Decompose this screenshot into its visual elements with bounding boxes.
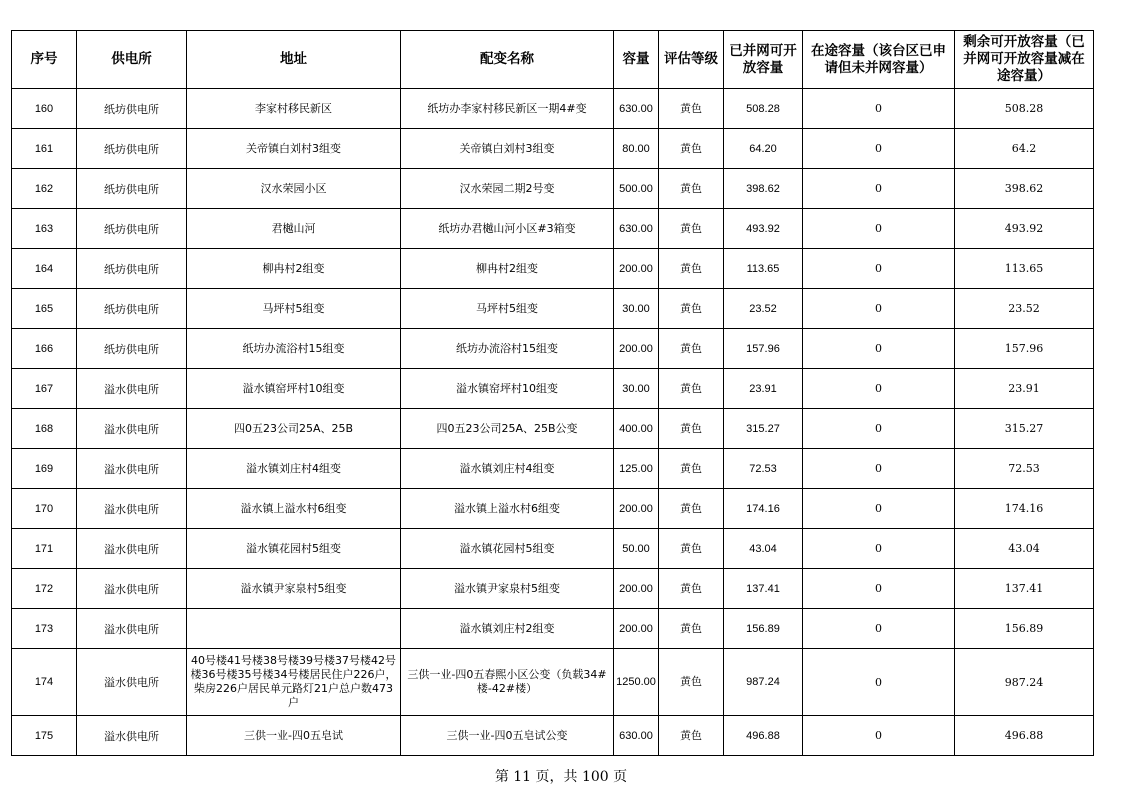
cell-rating: 黄色 [659, 569, 724, 609]
cell-grid-capacity: 64.20 [724, 129, 803, 169]
cell-remaining: 23.91 [955, 369, 1094, 409]
header-no: 序号 [12, 31, 77, 89]
cell-in-transit: 0 [803, 569, 955, 609]
cell-no: 167 [12, 369, 77, 409]
cell-rating: 黄色 [659, 329, 724, 369]
table-row [12, 489, 1094, 529]
cell-rating: 黄色 [659, 289, 724, 329]
header-rating: 评估等级 [659, 31, 724, 89]
header-unit: 供电所 [77, 31, 187, 89]
cell-remaining: 43.04 [955, 529, 1094, 569]
cell-unit: 纸坊供电所 [77, 129, 187, 169]
cell-remaining: 157.96 [955, 329, 1094, 369]
header-row [12, 31, 1094, 89]
cell-capacity: 630.00 [614, 716, 659, 756]
cell-transformer: 溢水镇上溢水村6组变 [401, 489, 614, 529]
cell-rating: 黄色 [659, 529, 724, 569]
cell-in-transit: 0 [803, 369, 955, 409]
cell-address: 君樾山河 [187, 209, 401, 249]
cell-rating: 黄色 [659, 89, 724, 129]
table-row [12, 449, 1094, 489]
cell-unit: 纸坊供电所 [77, 89, 187, 129]
table-row [12, 129, 1094, 169]
table-row [12, 209, 1094, 249]
cell-no: 172 [12, 569, 77, 609]
cell-unit: 溢水供电所 [77, 609, 187, 649]
cell-no: 175 [12, 716, 77, 756]
cell-capacity: 400.00 [614, 409, 659, 449]
cell-remaining: 23.52 [955, 289, 1094, 329]
cell-no: 168 [12, 409, 77, 449]
table-row [12, 89, 1094, 129]
cell-transformer: 汉水荣园二期2号变 [401, 169, 614, 209]
cell-transformer: 纸坊办君樾山河小区#3箱变 [401, 209, 614, 249]
cell-remaining: 987.24 [955, 649, 1094, 716]
cell-no: 165 [12, 289, 77, 329]
cell-in-transit: 0 [803, 169, 955, 209]
cell-unit: 溢水供电所 [77, 409, 187, 449]
cell-in-transit: 0 [803, 529, 955, 569]
table-row [12, 329, 1094, 369]
cell-capacity: 200.00 [614, 569, 659, 609]
cell-grid-capacity: 23.52 [724, 289, 803, 329]
cell-grid-capacity: 113.65 [724, 249, 803, 289]
cell-unit: 纸坊供电所 [77, 289, 187, 329]
cell-grid-capacity: 174.16 [724, 489, 803, 529]
cell-grid-capacity: 493.92 [724, 209, 803, 249]
cell-in-transit: 0 [803, 449, 955, 489]
cell-unit: 溢水供电所 [77, 369, 187, 409]
cell-transformer: 溢水镇花园村5组变 [401, 529, 614, 569]
cell-in-transit: 0 [803, 129, 955, 169]
cell-capacity: 1250.00 [614, 649, 659, 716]
cell-remaining: 113.65 [955, 249, 1094, 289]
header-remaining: 剩余可开放容量（已并网可开放容量减在途容量） [955, 31, 1094, 89]
table-row [12, 249, 1094, 289]
cell-address: 溢水镇刘庄村4组变 [187, 449, 401, 489]
cell-no: 162 [12, 169, 77, 209]
cell-transformer: 马坪村5组变 [401, 289, 614, 329]
cell-address: 纸坊办流浴村15组变 [187, 329, 401, 369]
cell-in-transit: 0 [803, 329, 955, 369]
cell-address: 汉水荣园小区 [187, 169, 401, 209]
cell-transformer: 溢水镇刘庄村4组变 [401, 449, 614, 489]
cell-unit: 溢水供电所 [77, 529, 187, 569]
cell-capacity: 200.00 [614, 249, 659, 289]
cell-capacity: 200.00 [614, 609, 659, 649]
cell-in-transit: 0 [803, 716, 955, 756]
cell-unit: 溢水供电所 [77, 489, 187, 529]
cell-no: 161 [12, 129, 77, 169]
cell-no: 173 [12, 609, 77, 649]
cell-rating: 黄色 [659, 716, 724, 756]
table-row [12, 289, 1094, 329]
cell-in-transit: 0 [803, 649, 955, 716]
cell-in-transit: 0 [803, 489, 955, 529]
cell-in-transit: 0 [803, 289, 955, 329]
cell-address: 溢水镇上溢水村6组变 [187, 489, 401, 529]
cell-address: 溢水镇窑坪村10组变 [187, 369, 401, 409]
cell-unit: 溢水供电所 [77, 716, 187, 756]
cell-transformer: 溢水镇窑坪村10组变 [401, 369, 614, 409]
header-grid-capacity: 已并网可开放容量 [724, 31, 803, 89]
cell-unit: 纸坊供电所 [77, 249, 187, 289]
cell-capacity: 630.00 [614, 89, 659, 129]
cell-capacity: 50.00 [614, 529, 659, 569]
cell-grid-capacity: 23.91 [724, 369, 803, 409]
table-row [12, 369, 1094, 409]
cell-rating: 黄色 [659, 449, 724, 489]
header-capacity: 容量 [614, 31, 659, 89]
cell-grid-capacity: 987.24 [724, 649, 803, 716]
cell-address: 马坪村5组变 [187, 289, 401, 329]
cell-grid-capacity: 72.53 [724, 449, 803, 489]
cell-in-transit: 0 [803, 209, 955, 249]
cell-rating: 黄色 [659, 369, 724, 409]
cell-grid-capacity: 496.88 [724, 716, 803, 756]
cell-capacity: 80.00 [614, 129, 659, 169]
cell-address: 40号楼41号楼38号楼39号楼37号楼42号楼36号楼35号楼34号楼居民住户226户，柴房226户居民单元路灯21户总户数473户 [187, 649, 401, 716]
cell-capacity: 30.00 [614, 289, 659, 329]
cell-rating: 黄色 [659, 649, 724, 716]
cell-rating: 黄色 [659, 409, 724, 449]
cell-address: 李家村移民新区 [187, 89, 401, 129]
cell-no: 160 [12, 89, 77, 129]
cell-remaining: 156.89 [955, 609, 1094, 649]
cell-grid-capacity: 43.04 [724, 529, 803, 569]
cell-remaining: 64.2 [955, 129, 1094, 169]
table-row [12, 649, 1094, 716]
cell-capacity: 200.00 [614, 489, 659, 529]
table-row [12, 716, 1094, 756]
cell-address: 三供一业-四0五皂试 [187, 716, 401, 756]
header-in-transit: 在途容量（该台区已申请但未并网容量） [803, 31, 955, 89]
cell-capacity: 125.00 [614, 449, 659, 489]
cell-unit: 溢水供电所 [77, 449, 187, 489]
cell-transformer: 纸坊办李家村移民新区一期4#变 [401, 89, 614, 129]
cell-address: 柳冉村2组变 [187, 249, 401, 289]
cell-in-transit: 0 [803, 249, 955, 289]
cell-in-transit: 0 [803, 89, 955, 129]
cell-grid-capacity: 157.96 [724, 329, 803, 369]
cell-no: 170 [12, 489, 77, 529]
cell-rating: 黄色 [659, 129, 724, 169]
cell-grid-capacity: 156.89 [724, 609, 803, 649]
cell-no: 171 [12, 529, 77, 569]
cell-remaining: 315.27 [955, 409, 1094, 449]
cell-remaining: 174.16 [955, 489, 1094, 529]
cell-address [187, 609, 401, 649]
cell-transformer: 关帝镇白刘村3组变 [401, 129, 614, 169]
cell-capacity: 30.00 [614, 369, 659, 409]
cell-transformer: 纸坊办流浴村15组变 [401, 329, 614, 369]
cell-address: 四0五23公司25A、25B [187, 409, 401, 449]
table-row [12, 609, 1094, 649]
cell-grid-capacity: 137.41 [724, 569, 803, 609]
cell-transformer: 三供一业-四0五皂试公变 [401, 716, 614, 756]
table-row [12, 529, 1094, 569]
cell-grid-capacity: 398.62 [724, 169, 803, 209]
table-row [12, 169, 1094, 209]
page-number: 第 11 页，共 100 页 [494, 769, 628, 785]
cell-transformer: 四0五23公司25A、25B公变 [401, 409, 614, 449]
cell-no: 174 [12, 649, 77, 716]
cell-remaining: 72.53 [955, 449, 1094, 489]
cell-address: 溢水镇尹家泉村5组变 [187, 569, 401, 609]
cell-unit: 纸坊供电所 [77, 329, 187, 369]
table-row [12, 409, 1094, 449]
cell-remaining: 508.28 [955, 89, 1094, 129]
cell-unit: 溢水供电所 [77, 569, 187, 609]
cell-address: 关帝镇白刘村3组变 [187, 129, 401, 169]
cell-no: 169 [12, 449, 77, 489]
cell-capacity: 630.00 [614, 209, 659, 249]
cell-remaining: 137.41 [955, 569, 1094, 609]
cell-transformer: 溢水镇刘庄村2组变 [401, 609, 614, 649]
cell-grid-capacity: 315.27 [724, 409, 803, 449]
cell-transformer: 溢水镇尹家泉村5组变 [401, 569, 614, 609]
header-transformer: 配变名称 [401, 31, 614, 89]
cell-rating: 黄色 [659, 169, 724, 209]
cell-in-transit: 0 [803, 609, 955, 649]
cell-transformer: 三供一业-四0五春熙小区公变（负载34#楼-42#楼） [401, 649, 614, 716]
cell-no: 163 [12, 209, 77, 249]
cell-capacity: 200.00 [614, 329, 659, 369]
cell-rating: 黄色 [659, 489, 724, 529]
cell-remaining: 493.92 [955, 209, 1094, 249]
cell-unit: 纸坊供电所 [77, 209, 187, 249]
cell-capacity: 500.00 [614, 169, 659, 209]
header-address: 地址 [187, 31, 401, 89]
cell-address: 溢水镇花园村5组变 [187, 529, 401, 569]
cell-transformer: 柳冉村2组变 [401, 249, 614, 289]
cell-rating: 黄色 [659, 609, 724, 649]
cell-no: 166 [12, 329, 77, 369]
capacity-table [11, 30, 1094, 756]
cell-unit: 溢水供电所 [77, 649, 187, 716]
cell-grid-capacity: 508.28 [724, 89, 803, 129]
cell-remaining: 398.62 [955, 169, 1094, 209]
cell-in-transit: 0 [803, 409, 955, 449]
table-body [12, 89, 1094, 756]
cell-unit: 纸坊供电所 [77, 169, 187, 209]
cell-rating: 黄色 [659, 249, 724, 289]
table-row [12, 569, 1094, 609]
cell-rating: 黄色 [659, 209, 724, 249]
cell-no: 164 [12, 249, 77, 289]
cell-remaining: 496.88 [955, 716, 1094, 756]
